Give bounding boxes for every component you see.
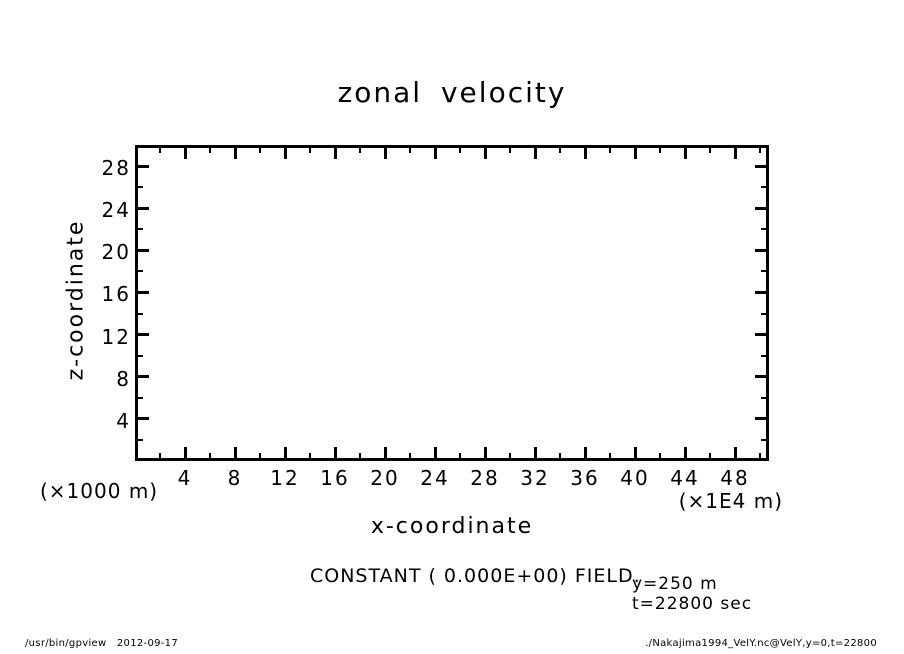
slice-t-annotation: t=22800 sec (632, 594, 753, 614)
x-major-tick (484, 148, 487, 159)
y-minor-tick (138, 439, 143, 441)
x-tick-label: 20 (370, 466, 400, 490)
x-minor-tick (659, 453, 661, 458)
x-axis-title: x-coordinate (370, 514, 534, 539)
x-major-tick (184, 447, 187, 458)
x-minor-tick (559, 453, 561, 458)
y-major-tick (755, 333, 766, 336)
x-minor-tick (759, 453, 761, 458)
y-minor-tick (761, 313, 766, 315)
plot-area (135, 145, 769, 461)
y-minor-tick (761, 397, 766, 399)
y-minor-tick (761, 186, 766, 188)
y-major-tick (138, 291, 149, 294)
x-minor-tick (609, 148, 611, 153)
y-axis-title: z-coordinate (63, 219, 89, 381)
slice-y-annotation: y=250 m (632, 574, 718, 594)
x-tick-label: 48 (720, 466, 750, 490)
y-minor-tick (138, 186, 143, 188)
x-tick-label: 44 (670, 466, 700, 490)
y-minor-tick (761, 270, 766, 272)
x-major-tick (584, 447, 587, 458)
x-minor-tick (259, 148, 261, 153)
footer-command-date: /usr/bin/gpview 2012-09-17 (25, 638, 179, 649)
y-major-tick (755, 291, 766, 294)
x-major-tick (684, 447, 687, 458)
x-major-tick (734, 447, 737, 458)
x-minor-tick (359, 453, 361, 458)
x-minor-tick (159, 453, 161, 458)
x-axis-unit-label: (×1E4 m) (678, 489, 783, 513)
x-minor-tick (209, 453, 211, 458)
y-tick-label: 24 (101, 198, 131, 223)
x-minor-tick (509, 148, 511, 153)
x-minor-tick (559, 148, 561, 153)
x-major-tick (334, 148, 337, 159)
x-minor-tick (159, 148, 161, 153)
footer-data-source: ./Nakajima1994_VelY.nc@VelY,y=0,t=22800 (645, 638, 877, 649)
x-tick-label: 24 (420, 466, 450, 490)
x-major-tick (684, 148, 687, 159)
x-major-tick (584, 148, 587, 159)
x-minor-tick (309, 453, 311, 458)
y-tick-label: 12 (101, 324, 131, 349)
x-major-tick (184, 148, 187, 159)
x-major-tick (734, 148, 737, 159)
x-major-tick (284, 148, 287, 159)
x-minor-tick (459, 453, 461, 458)
y-minor-tick (761, 228, 766, 230)
x-major-tick (634, 148, 637, 159)
y-minor-tick (138, 355, 143, 357)
x-major-tick (434, 447, 437, 458)
x-minor-tick (309, 148, 311, 153)
y-major-tick (138, 249, 149, 252)
x-major-tick (234, 447, 237, 458)
y-minor-tick (138, 313, 143, 315)
y-major-tick (138, 375, 149, 378)
x-major-tick (534, 447, 537, 458)
y-major-tick (755, 417, 766, 420)
x-minor-tick (409, 453, 411, 458)
y-axis-unit-label: (×1000 m) (40, 479, 159, 503)
y-major-tick (138, 333, 149, 336)
y-tick-label: 20 (101, 240, 131, 265)
x-major-tick (384, 148, 387, 159)
y-tick-label: 28 (101, 156, 131, 181)
x-major-tick (334, 447, 337, 458)
x-major-tick (434, 148, 437, 159)
x-tick-label: 40 (620, 466, 650, 490)
x-minor-tick (409, 148, 411, 153)
x-major-tick (484, 447, 487, 458)
y-minor-tick (138, 228, 143, 230)
x-major-tick (634, 447, 637, 458)
x-minor-tick (459, 148, 461, 153)
x-major-tick (534, 148, 537, 159)
x-minor-tick (259, 453, 261, 458)
y-minor-tick (761, 355, 766, 357)
y-major-tick (755, 375, 766, 378)
y-minor-tick (138, 270, 143, 272)
x-major-tick (384, 447, 387, 458)
y-tick-label: 16 (101, 282, 131, 307)
y-major-tick (755, 249, 766, 252)
x-tick-label: 4 (177, 466, 193, 490)
x-minor-tick (709, 453, 711, 458)
y-major-tick (138, 417, 149, 420)
x-minor-tick (709, 148, 711, 153)
x-tick-label: 28 (470, 466, 500, 490)
y-tick-label: 8 (116, 366, 131, 391)
constant-field-note: CONSTANT ( 0.000E+00) FIELD. (310, 565, 641, 587)
x-tick-label: 16 (320, 466, 350, 490)
y-minor-tick (138, 397, 143, 399)
x-tick-label: 36 (570, 466, 600, 490)
x-minor-tick (509, 453, 511, 458)
y-tick-label: 4 (116, 408, 131, 433)
x-minor-tick (209, 148, 211, 153)
y-major-tick (755, 165, 766, 168)
x-major-tick (234, 148, 237, 159)
x-tick-label: 32 (520, 466, 550, 490)
x-major-tick (284, 447, 287, 458)
x-tick-label: 12 (270, 466, 300, 490)
x-tick-label: 8 (227, 466, 243, 490)
y-minor-tick (761, 439, 766, 441)
y-major-tick (755, 207, 766, 210)
x-minor-tick (759, 148, 761, 153)
x-minor-tick (659, 148, 661, 153)
x-minor-tick (609, 453, 611, 458)
x-minor-tick (359, 148, 361, 153)
y-major-tick (138, 165, 149, 168)
chart-title: zonal velocity (337, 76, 567, 109)
y-major-tick (138, 207, 149, 210)
